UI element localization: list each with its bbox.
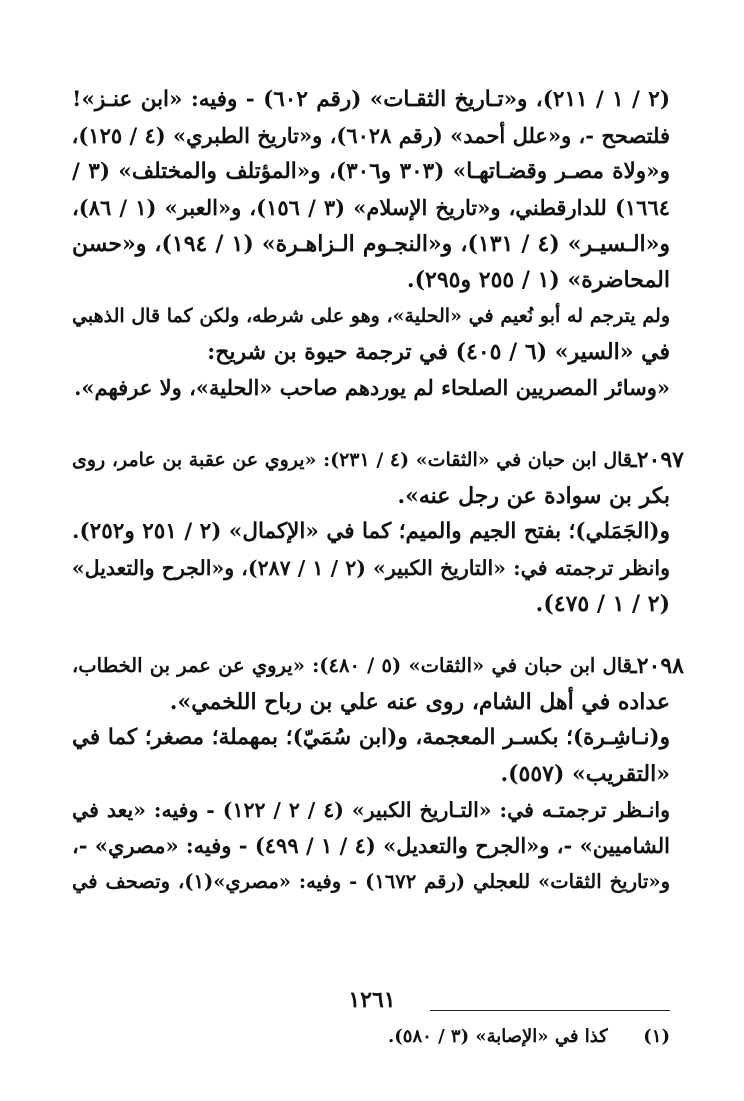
text-line-13: وانظر ترجمته في: «التاريخ الكبير» (٢ / ١ / ٢٨٧)، و«الجرح والتعديل» bbox=[72, 556, 670, 580]
text-line-20: الشاميين» -، و«الجرح والتعديل» (٤ / ١ / ٤٩٩) - وفيه: «مصري» -، bbox=[72, 833, 670, 858]
text-line-12: و(الجَمَلي)؛ بفتح الجيم والميم؛ كما في «الإكمال» (٢ / ٢٥١ و٢٥٢). bbox=[72, 519, 670, 544]
text-line-5: و«الـسيـر» (٤ / ١٣١)، و«النجـوم الـزاهـرة» (١ / ١٩٤)، و«حسن bbox=[72, 231, 670, 257]
text-line-18: «التقريب» (٥٥٧). bbox=[500, 761, 670, 787]
entry-number-2097: ٢٠٩٧ـ bbox=[630, 447, 684, 473]
text-line-16: عداده في أهل الشام، روى عنه علي بن رباح اللخمي». bbox=[169, 689, 670, 715]
text-line-15: قال ابن حبان في «الثقات» (٥ / ٤٨٠): «يروي عن عمر بن الخطاب، bbox=[72, 654, 632, 677]
text-line-11: بكر بن سوادة عن رجل عنه». bbox=[397, 483, 670, 509]
text-line-17: و(نـاشِـرة)؛ بكسـر المعجمة، و(ابن سُمَيّ)؛ بمهملة؛ مصغر؛ كما في bbox=[72, 725, 670, 750]
text-line-4: ١٦٦٤) للدارقطني، و«تاريخ الإسلام» (٣ / ١٥٦)، و«العبر» (١ / ٨٦)، bbox=[72, 195, 670, 220]
text-line-7: ولم يترجم له أبو نُعيم في «الحلية»، وهو على شرطه، ولكن كما قال الذهبي bbox=[72, 305, 670, 327]
text-line-8: في «السير» (٦ / ٤٠٥) في ترجمة حيوة بن شريح: bbox=[207, 339, 670, 365]
entry-number-2098: ٢٠٩٨ـ bbox=[630, 653, 684, 679]
text-line-1: (٢ / ١ / ٢١١)، و«تـاريخ الثقـات» (رقم ٦٠٢) - وفيه: «ابن عنـز»! bbox=[72, 87, 670, 112]
page-number: ١٢٦١ bbox=[348, 987, 396, 1013]
text-line-14: (٢ / ١ / ٤٧٥). bbox=[535, 591, 670, 617]
footnote-text: كذا في «الإصابة» (٣ / ٥٨٠). bbox=[387, 1026, 608, 1047]
page-body bbox=[72, 82, 684, 1047]
text-line-21: و«تاريخ الثقات» للعجلي (رقم ١٦٧٢) - وفيه: «مصري»(١)، وتصحف في bbox=[72, 870, 670, 893]
footnote bbox=[72, 1024, 670, 1050]
text-line-3: و«ولاة مصـر وقضـاتهـا» (٣٠٣ و٣٠٦)، و«المؤتلف والمختلف» (٣ / bbox=[72, 159, 670, 184]
text-line-2: فلتصحح -، و«علل أحمد» (رقم ٦٠٢٨)، و«تاريخ الطبري» (٤ / ١٢٥)، bbox=[72, 123, 670, 148]
text-line-19: وانـظر ترجمتـه في: «التـاريخ الكبير» (٤ / ٢ / ١٢٢) - وفيه: «يعد في bbox=[72, 798, 670, 822]
text-line-10: قال ابن حبان في «الثقات» (٤ / ٢٣١): «يروي عن عقبة بن عامر، روى bbox=[72, 449, 632, 471]
text-line-9: «وسائر المصريين الصلحاء لم يوردهم صاحب «الحلية»، ولا عرفهم». bbox=[74, 375, 670, 400]
footnote-marker: (١) bbox=[643, 1026, 670, 1047]
text-line-6: المحاضرة» (١ / ٢٥٥ و٢٩٥). bbox=[406, 267, 670, 293]
